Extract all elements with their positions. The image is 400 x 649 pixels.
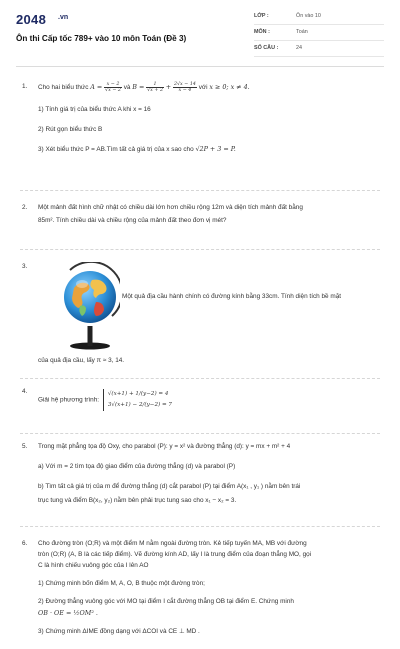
q1-with-text: với (198, 84, 208, 92)
question-number: 5. (22, 443, 28, 450)
question-number: 4. (22, 388, 28, 395)
question-number: 1. (22, 83, 28, 90)
q1-part-2: 2) Rút gọn biểu thức B (38, 126, 103, 133)
q5-part-b-1: b) Tìm tất cả giá trị của m để đường thẳng (d) cắt parabol (P) tại điểm A(x₁ , y₁ ) nằm bên trái (38, 483, 301, 490)
q6-line-1: Cho đường tròn (O;R) và một điểm M nằm ngoài đường tròn. Kẻ tiếp tuyến MA, MB với đường (38, 540, 307, 547)
q1-intro (38, 82, 380, 93)
meta-row-subject (254, 28, 384, 41)
question-1 (20, 72, 380, 191)
subject-label: MÔN : (254, 29, 270, 35)
question-body (38, 262, 380, 366)
q5-part-a: a) Với m = 2 tìm tọa độ giao điểm của đường thẳng (d) và parabol (P) (38, 463, 236, 470)
q1-part-3-text: 3) Xét biểu thức P = AB.Tìm tất cả giá trị của x sao cho (38, 146, 194, 153)
expr-b-term1-num: 1 (146, 82, 164, 88)
site-logo[interactable]: 2048 (16, 12, 47, 27)
q4-text: Giải hệ phương trình: (38, 396, 100, 404)
meta-row-count (254, 44, 384, 57)
expr-b-term2 (173, 82, 197, 93)
question-body (38, 387, 380, 411)
class-label: LỚP : (254, 13, 269, 19)
q1-part-3-math: √2P + 3 = P. (195, 145, 236, 153)
expr-b-term2-num: 2√x − 14 (173, 82, 196, 87)
exam-meta (254, 12, 384, 60)
globe-illustration (60, 262, 120, 350)
question-body (38, 539, 380, 636)
question-2 (20, 191, 380, 250)
question-number: 2. (22, 204, 28, 211)
q1-condition: x ≥ 0; x ≠ 4. (209, 83, 250, 92)
q6-part-2-math: OB · OE = ½OM² . (38, 609, 98, 617)
question-5 (20, 434, 380, 527)
class-value: Ôn vào 10 (296, 13, 321, 19)
q5-part-b-2: trục tung và điểm B(x₂, y₂) nằm bên phải trục tung sao cho x₁ − x₂ = 3. (38, 497, 237, 504)
question-body (38, 203, 380, 225)
header-divider (16, 66, 384, 67)
q6-part-1: 1) Chứng minh bốn điểm M, A, O, B thuộc một đường tròn; (38, 580, 205, 587)
q1-part-3 (38, 145, 380, 154)
globe-image (60, 262, 120, 350)
expr-a-numerator: x − 2 (104, 82, 122, 88)
question-6 (20, 527, 380, 649)
meta-row-class (254, 12, 384, 25)
question-list (20, 72, 380, 649)
expr-a-name: A = (90, 83, 103, 92)
q6-line-2: tròn (O;R) (A, B là các tiếp điểm). Vẽ đường kính AD, lấy I là trung điểm của đoạn thẳng MO, gọi (38, 551, 312, 558)
q5-line-1: Trong mặt phẳng tọa độ Oxy, cho parabol (P): y = x² và đường thẳng (d): y = mx + m² + 4 (38, 443, 291, 450)
expr-b-term1-den: √x + 2 (147, 88, 164, 93)
equation-system (103, 389, 172, 411)
q6-line-3: C là hình chiếu vuông góc của I lên AO (38, 562, 149, 569)
q1-and-text: và (123, 84, 131, 92)
question-body (38, 442, 380, 505)
equation-2: 3√(x+1) − 2/(y−2) = 7 (107, 402, 172, 408)
expr-a-denominator: √x − 2 (105, 88, 121, 93)
question-body (38, 82, 380, 154)
site-logo-suffix: .vn (58, 14, 69, 21)
q3-text-2: của quả địa cầu, lấy π ≈ 3, 14. (38, 357, 125, 364)
question-count-value: 24 (296, 45, 302, 51)
subject-value: Toán (296, 29, 308, 35)
expr-b-name: B = (132, 83, 145, 92)
q2-line-1: Một mảnh đất hình chữ nhật có chiều dài lớn hơn chiều rộng 12m và diện tích mảnh đất bằng (38, 204, 303, 211)
question-number: 3. (22, 263, 28, 270)
q1-intro-text: Cho hai biểu thức (38, 84, 89, 92)
exam-title: Ôn thi Cấp tốc 789+ vào 10 môn Toán (Đề 3) (16, 34, 187, 43)
question-4 (20, 379, 380, 434)
q6-part-3: 3) Chứng minh ΔIME đồng dạng với ΔCOI và CE ⊥ MD . (38, 628, 200, 635)
page-header (16, 10, 384, 60)
question-number: 6. (22, 540, 28, 547)
question-3 (20, 250, 380, 379)
plus-sign: + (165, 83, 172, 92)
q2-line-2: 85m². Tính chiều dài và chiều rộng của mảnh đất theo đơn vị mét? (38, 217, 227, 224)
expr-a-fraction (104, 82, 122, 93)
q3-text: Một quả địa cầu hành chính có đường kính bằng 33cm. Tính diện tích bề mặt (122, 293, 342, 300)
q1-part-1: 1) Tính giá trị của biểu thức A khi x = 16 (38, 106, 151, 113)
equation-1: √(x+1) + 1/(y−2) = 4 (107, 391, 169, 397)
expr-b-term1 (146, 82, 164, 93)
expr-b-term2-den: x − 4 (178, 88, 192, 93)
question-count-label: SỐ CÂU : (254, 45, 279, 51)
q6-part-2: 2) Đường thẳng vuông góc với MO tại điểm I cắt đường thẳng OB tại điểm E. Chứng minh (38, 598, 294, 605)
